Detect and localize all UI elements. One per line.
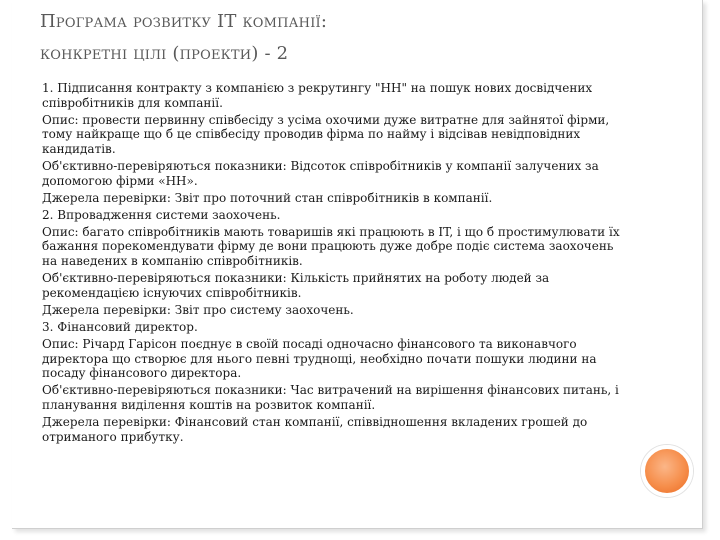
- paragraph-1-description: Опис: провести первинну співбесіду з усіма охочими дуже витратне для зайнятої фірми, тому найкраще що б це співбесіду проводив фірма по найму і відсівав невідповідних кандидатів.: [42, 112, 610, 156]
- paragraph-2-indicators: Об'єктивно-перевіряються показники: Кількість прийнятих на роботу людей за рекомендацією існуючих співробітників.: [42, 271, 550, 300]
- paragraph-3-description: Опис: Річард Гарісон поєднує в своїй посаді одночасно фінансового та виконавчого директора що створює для нього певні труднощі, необхідно почати пошуки людини на посаду фінансового директора.: [42, 337, 597, 381]
- paragraph-2-heading: 2. Впровадження системи заохочень.: [42, 207, 281, 222]
- paragraph-3-sources: Джерела перевірки: Фінансовий стан компанії, співвідношення вкладених грошей до отриманого прибутку.: [42, 414, 588, 444]
- paragraph-1-indicators: Об'єктивно-перевіряються показники: Відсоток співробітників у компанії залучених за допомогою фірми «НН».: [42, 158, 599, 188]
- paragraph-1-sources: Джерела перевірки: Звіт про поточний стан співробітників в компанії.: [42, 190, 493, 205]
- paragraph-1-heading: 1. Підписання контракту з компанією з рекрутингу "НН" на пошук нових досвідчених співробітників для компанії.: [42, 81, 593, 110]
- decorative-orange-circle: [641, 445, 693, 497]
- paragraph-3-indicators: Об'єктивно-перевіряються показники: Час витрачений на вирішення фінансових питань, і планування виділення коштів на розвиток компанії.: [42, 383, 619, 412]
- paragraph-2-description: Опис: багато співробітників мають товаришів які працюють в IT, і що б простимулювати їх бажання порекомендувати фірму де вони працюють дуже добре подіє система заохочень на наведених в компанію співробітників.: [42, 224, 620, 269]
- title-line-1: Програма розвитку IT компанії:: [40, 11, 328, 32]
- slide-title: [40, 6, 660, 70]
- slide-content: [42, 81, 624, 447]
- paragraph-2-sources: Джерела перевірки: Звіт про систему заохочень.: [42, 302, 354, 317]
- paragraph-3-heading: 3. Фінансовий директор.: [42, 319, 198, 334]
- title-line-2: конкретні цілі (проекти) - 2: [40, 43, 289, 64]
